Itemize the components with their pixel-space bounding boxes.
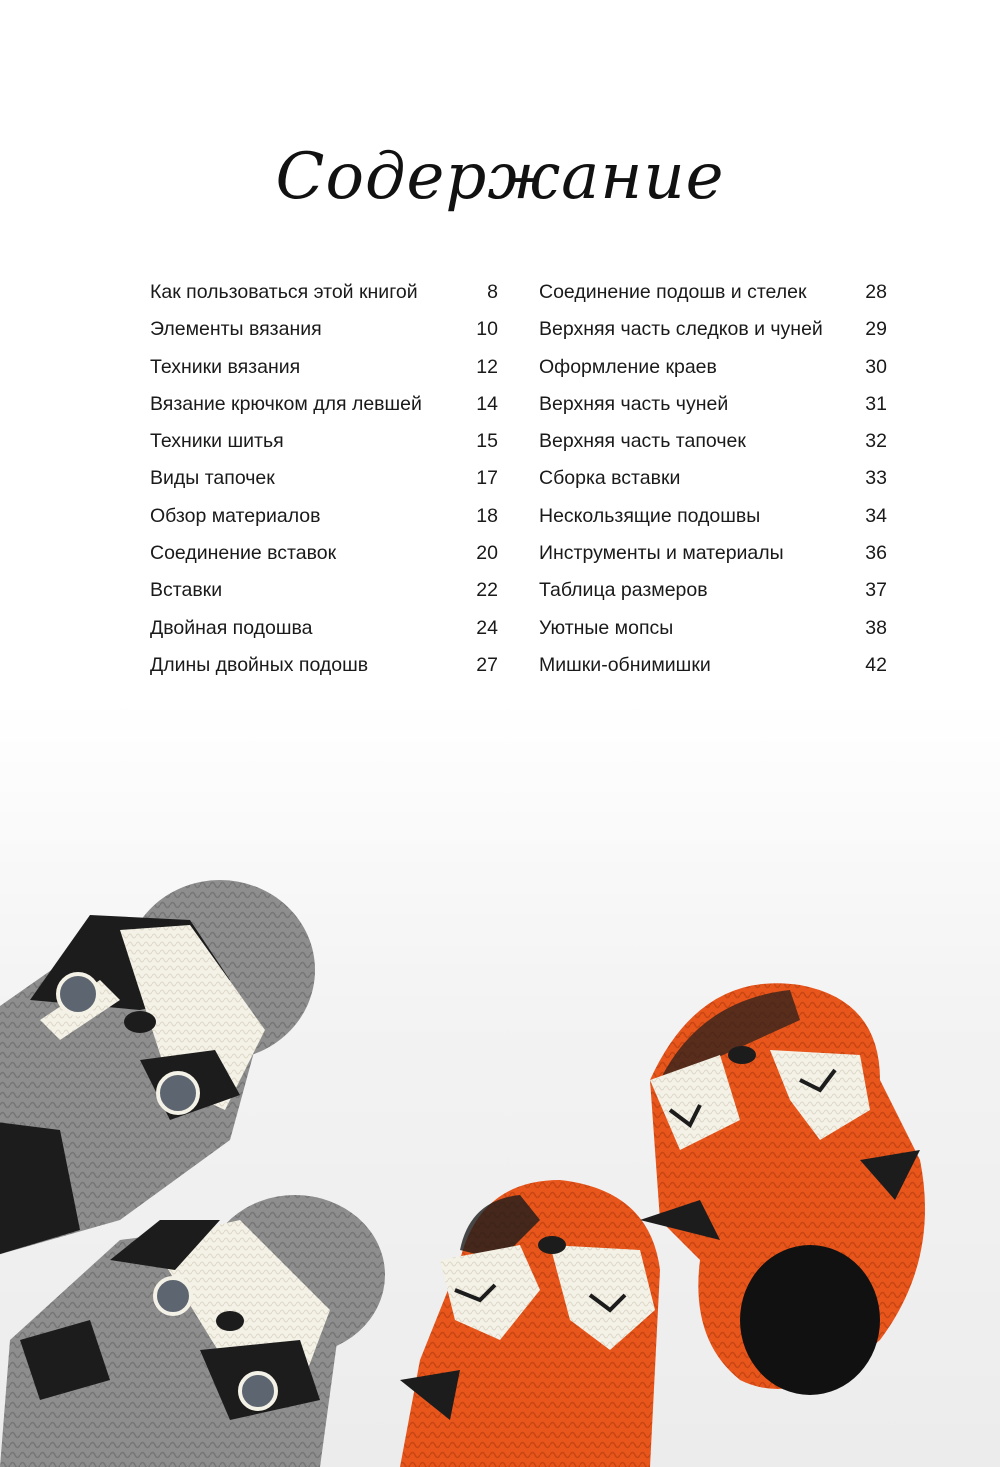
toc-entry[interactable] [150, 647, 498, 684]
toc-entry-label: Верхняя часть тапочек [539, 430, 746, 453]
toc-entry-page: 37 [865, 579, 887, 602]
toc-entry[interactable] [150, 572, 498, 609]
toc-entry-page: 14 [476, 392, 498, 415]
toc-entry[interactable] [539, 386, 887, 423]
toc-entry[interactable] [539, 572, 887, 609]
toc-entry-label: Элементы вязания [150, 318, 322, 341]
toc-entry[interactable] [539, 535, 887, 572]
toc-entry-page: 15 [476, 430, 498, 453]
toc-entry[interactable] [539, 610, 887, 647]
toc-entry-label: Сборка вставки [539, 467, 681, 490]
toc-entry-label: Мишки-обнимишки [539, 653, 711, 676]
toc-entry-label: Двойная подошва [150, 616, 313, 639]
toc-entry[interactable] [539, 311, 887, 348]
toc-entry-page: 20 [476, 542, 498, 565]
toc-entry-label: Инструменты и материалы [539, 542, 784, 565]
toc-entry-page: 32 [865, 430, 887, 453]
toc-entry[interactable] [150, 460, 498, 497]
toc-entry-page: 8 [487, 281, 498, 303]
toc-entry-page: 22 [476, 579, 498, 602]
toc-entry[interactable] [150, 610, 498, 647]
toc-entry-label: Соединение подошв и стелек [539, 281, 807, 303]
toc-entry-label: Вставки [150, 579, 223, 602]
toc-entry[interactable] [539, 460, 887, 497]
toc-entry-label: Вязание крючком для левшей [150, 392, 422, 415]
toc-entry-label: Верхняя часть чуней [539, 392, 729, 415]
toc-entry-label: Обзор материалов [150, 504, 321, 527]
toc-entry-label: Нескользящие подошвы [539, 504, 761, 527]
slippers-illustration [0, 700, 1000, 1467]
toc-entry-page: 18 [476, 504, 498, 527]
toc-entry[interactable] [150, 311, 498, 348]
toc-entry[interactable] [150, 386, 498, 423]
toc-entry-page: 12 [476, 355, 498, 378]
toc-entry-label: Уютные мопсы [539, 616, 674, 639]
toc-entry[interactable] [150, 498, 498, 535]
toc-entry-page: 33 [865, 467, 887, 490]
toc-entry[interactable] [150, 274, 498, 311]
toc-entry-page: 28 [865, 281, 887, 303]
toc-entry[interactable] [539, 274, 887, 311]
toc-entry-label: Верхняя часть следков и чуней [539, 318, 823, 341]
toc-entry-page: 30 [865, 355, 887, 378]
toc-entry[interactable] [539, 423, 887, 460]
toc-entry[interactable] [150, 423, 498, 460]
toc-entry-page: 38 [865, 616, 887, 639]
toc-entry-label: Как пользоваться этой книгой [150, 281, 418, 303]
toc-entry-page: 31 [865, 392, 887, 415]
toc-entry-page: 24 [476, 616, 498, 639]
toc-entry-page: 42 [865, 653, 887, 676]
toc-entry[interactable] [150, 535, 498, 572]
toc-entry-page: 10 [476, 318, 498, 341]
fox-slipper-left [400, 1180, 660, 1467]
toc-entry-label: Техники вязания [150, 355, 301, 378]
toc-entry[interactable] [539, 498, 887, 535]
toc-entry-page: 36 [865, 542, 887, 565]
toc-left-column [150, 274, 498, 684]
toc-entry-label: Оформление краев [539, 355, 717, 378]
toc-entry-page: 34 [865, 504, 887, 527]
toc-entry-label: Таблица размеров [539, 579, 708, 602]
page-title: Содержание [275, 140, 725, 214]
toc-entry-page: 27 [476, 653, 498, 676]
toc-entry-page: 17 [476, 467, 498, 490]
toc-entry-label: Соединение вставок [150, 542, 337, 565]
toc-entry[interactable] [539, 647, 887, 684]
toc-entry-label: Длины двойных подошв [150, 653, 369, 676]
slippers-photo [0, 700, 1000, 1467]
toc-entry[interactable] [150, 349, 498, 386]
toc-entry-label: Виды тапочек [150, 467, 275, 490]
toc-right-column [539, 274, 887, 684]
toc-entry[interactable] [539, 349, 887, 386]
fox-slipper-right [640, 983, 925, 1395]
toc-entry-page: 29 [865, 318, 887, 341]
toc-entry-label: Техники шитья [150, 430, 284, 453]
